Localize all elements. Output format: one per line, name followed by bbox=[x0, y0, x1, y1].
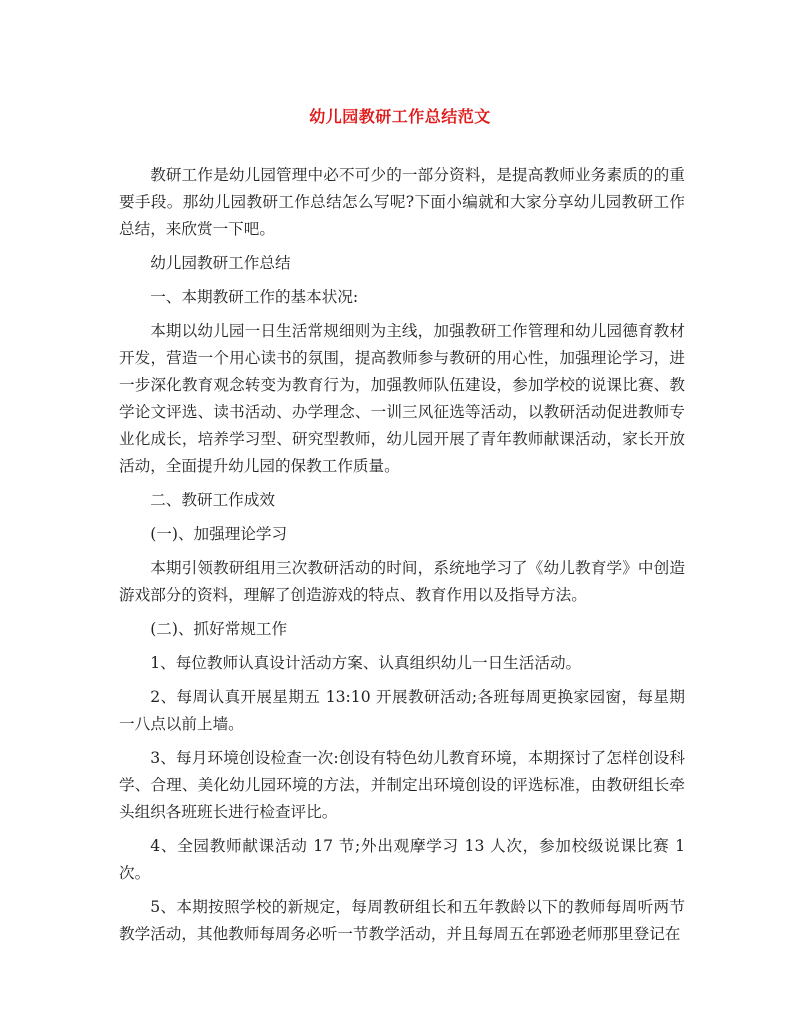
paragraph-intro: 教研工作是幼儿园管理中必不可少的一部分资料，是提高教师业务素质的的重要手段。那幼儿园教研工作总结怎么写呢?下面小编就和大家分享幼儿园教研工作总结，来欣赏一下吧。 bbox=[119, 166, 685, 238]
section-heading-2: 二、教研工作成效 bbox=[150, 491, 275, 509]
paragraph-theory: 本期引领教研组用三次教研活动的时间，系统地学习了《幼儿教育学》中创造游戏部分的资料，理解了创造游戏的特点、教育作用以及指导方法。 bbox=[119, 559, 685, 604]
list-item-2: 2、每周认真开展星期五 13:10 开展教研活动;各班每周更换家园窗，每星期一八点以前上墙。 bbox=[119, 688, 685, 733]
list-item-1: 1、每位教师认真设计活动方案、认真组织幼儿一日生活活动。 bbox=[150, 654, 582, 672]
list-item-5: 5、本期按照学校的新规定，每周教研组长和五年教龄以下的教师每周听两节教学活动，其他教师每周务必听一节教学活动，并且每周五在郭逊老师那里登记在 bbox=[119, 898, 685, 943]
document-body bbox=[119, 162, 685, 955]
list-item-3: 3、每月环境创设检查一次:创设有特色幼儿教育环境，本期探讨了怎样创设科学、合理、美化幼儿园环境的方法，并制定出环境创设的评选标准，由教研组长牵头组织各班班长进行检查评比。 bbox=[119, 749, 685, 821]
document-title: 幼儿园教研工作总结范文 bbox=[309, 107, 491, 126]
paragraph-heading: 幼儿园教研工作总结 bbox=[150, 254, 291, 272]
paragraph-overview: 本期以幼儿园一日生活常规细则为主线，加强教研工作管理和幼儿园德育教材开发，营造一个用心读书的氛围，提高教师参与教研的用心性，加强理论学习，进一步深化教育观念转变为教育行为，加强教师队伍建设，参加学校的说课比赛、教学论文评选、读书活动、办学理念、一训三风征选等活动，以教研活动促进教师专业化成长，培养学习型、研究型教师，幼儿园开展了青年教师献课活动，家长开放活动，全面提升幼儿园的保教工作质量。 bbox=[119, 322, 685, 475]
subsection-heading-2: (二)、抓好常规工作 bbox=[150, 620, 288, 638]
list-item-4: 4、全园教师献课活动 17 节;外出观摩学习 13 人次，参加校级说课比赛 1 次。 bbox=[119, 837, 685, 882]
section-heading-1: 一、本期教研工作的基本状况: bbox=[150, 288, 359, 306]
subsection-heading-1: (一)、加强理论学习 bbox=[150, 525, 288, 543]
